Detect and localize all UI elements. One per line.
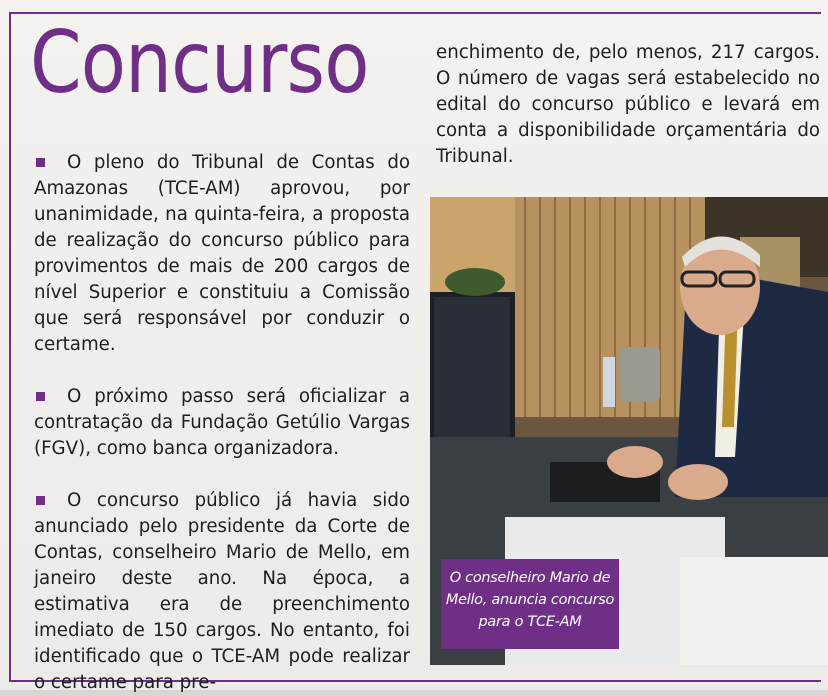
- left-column: [34, 150, 410, 696]
- bullet-square-icon: [36, 158, 45, 167]
- paragraph-1-text: O pleno do Tribunal de Contas do Amazonas (TCE-AM) aprovou, por unanimidade, na quinta-feira, a proposta de realização do concurso público para provimentos de mais de 200 cargos de nível Superior e constituiu a Comissão que será responsável por conduzir o certame.: [34, 152, 410, 355]
- paragraph-2: [34, 384, 410, 462]
- paragraph-3-text: O concurso público já havia sido anunciado pelo presidente da Corte de Contas, conselheiro Mario de Mello, em janeiro deste ano. Na época, a estimativa era de preenchimento imediato de 150 cargos. No entanto, foi identificado que o TCE-AM pode realizar o certame para pre-: [34, 490, 410, 693]
- photo-caption: O conselheiro Mario de Mello, anuncia concurso para o TCE-AM: [441, 559, 619, 649]
- right-column: [436, 40, 820, 170]
- bullet-square-icon: [36, 392, 45, 401]
- bullet-square-icon: [36, 496, 45, 505]
- continuation-text: enchimento de, pelo menos, 217 cargos. O número de vagas será estabelecido no edital do concurso público e levará em conta a disponibilidade orçamentária do Tribunal.: [436, 42, 820, 167]
- article-headline: Concurso: [30, 13, 369, 113]
- paragraph-1: [34, 150, 410, 358]
- paragraph-3: [34, 488, 410, 696]
- paragraph-2-text: O próximo passo será oficializar a contratação da Fundação Getúlio Vargas (FGV), como banca organizadora.: [34, 386, 410, 459]
